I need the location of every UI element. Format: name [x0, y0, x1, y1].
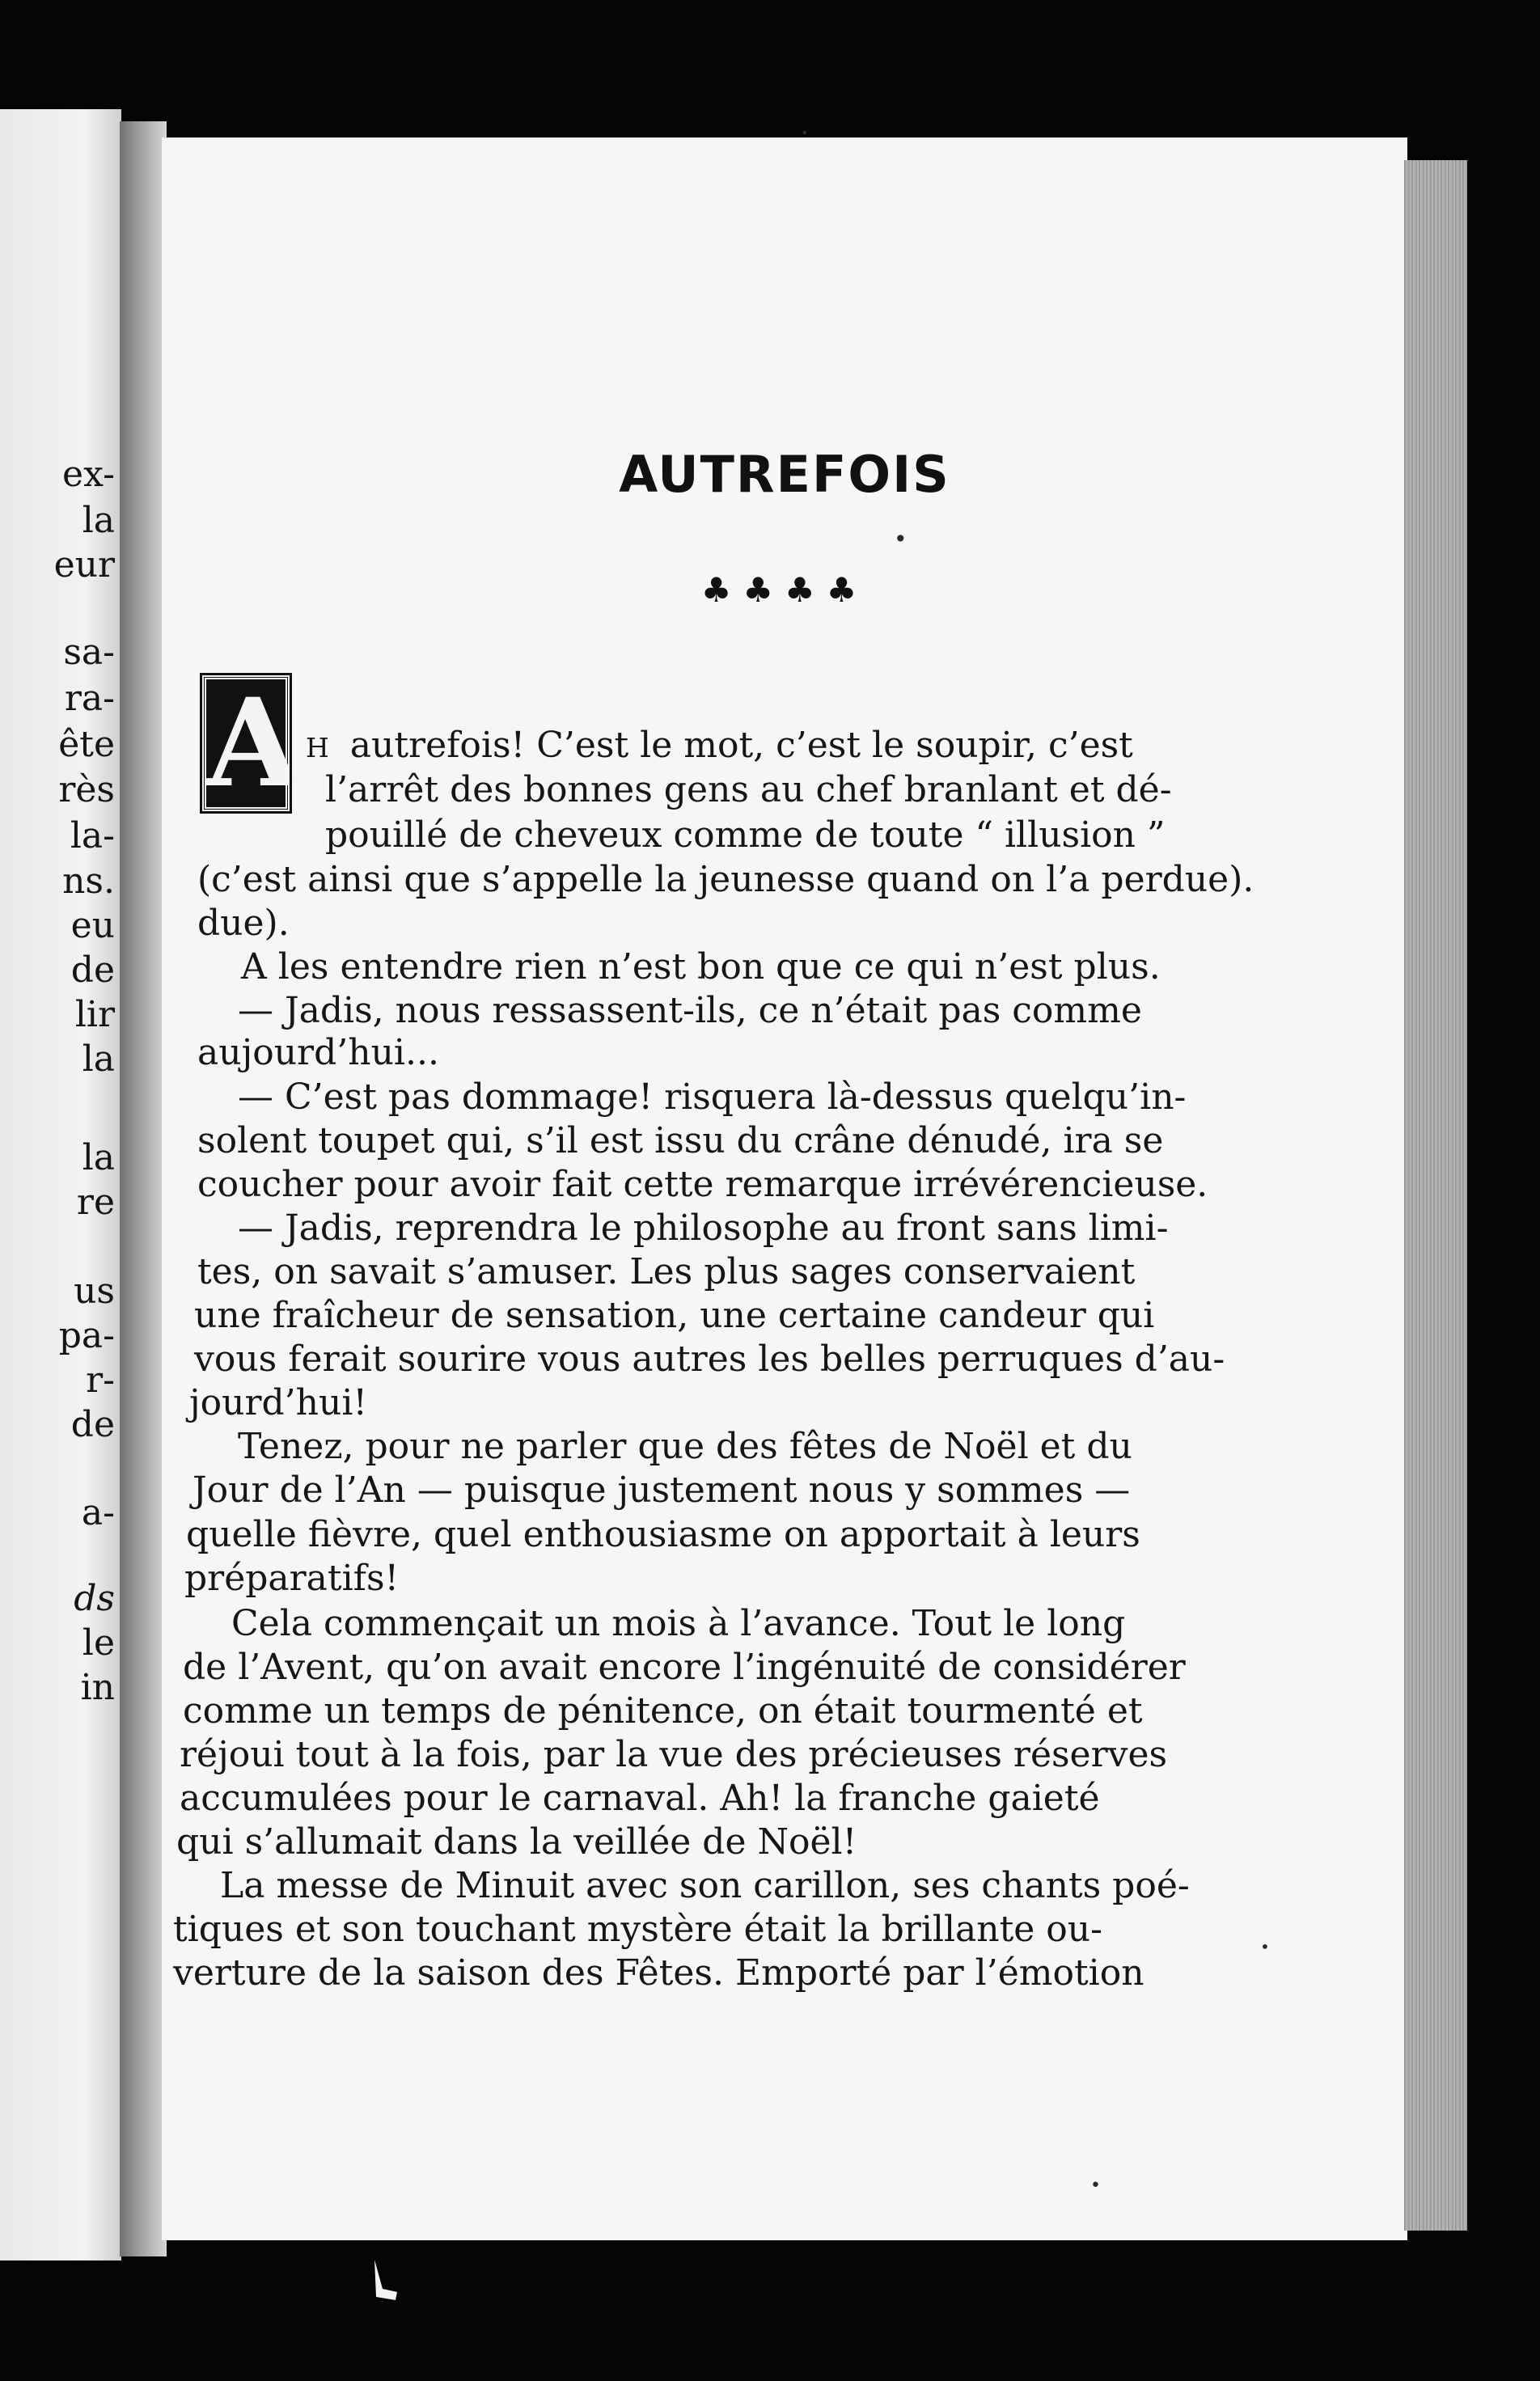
fragment: r-: [86, 1360, 115, 1401]
text-line: tes, on savait s’amuser. Les plus sages conservaient: [197, 1251, 1136, 1292]
fragment: lir: [74, 994, 115, 1035]
text-line: réjoui tout à la fois, par la vue des précieuses réserves: [180, 1734, 1168, 1775]
text-line-content: autrefois! C’est le mot, c’est le soupir, c’est: [349, 725, 1133, 766]
fragment: la: [82, 1038, 115, 1080]
speck: •: [894, 526, 908, 552]
facing-page-edge: [0, 109, 121, 2260]
fragment: a-: [81, 1492, 115, 1533]
text-line: Cela commençait un mois à l’avance. Tout le long: [231, 1603, 1126, 1644]
text-line: coucher pour avoir fait cette remarque irrévérencieuse.: [197, 1164, 1208, 1205]
ornamental-dropcap: A: [202, 675, 290, 811]
fragment: de: [70, 1404, 115, 1445]
text-line: une fraîcheur de sensation, une certaine candeur qui: [194, 1295, 1155, 1336]
book-gutter: [120, 121, 167, 2256]
smallcap-letter: H: [306, 732, 329, 763]
fragment: pa-: [58, 1315, 115, 1356]
fragment: sa-: [63, 632, 115, 673]
text-line: solent toupet qui, s’il est issu du crâne dénudé, ira se: [197, 1120, 1164, 1161]
fragment: la: [82, 500, 115, 541]
text-line: A les entendre rien n’est bon que ce qui n’est plus.: [241, 946, 1161, 988]
text-line: due).: [197, 903, 290, 944]
text-line: quelle fièvre, quel enthousiasme on apportait à leurs: [186, 1514, 1140, 1555]
fragment: in: [80, 1667, 115, 1708]
text-line: — C’est pas dommage! risquera là-dessus quelqu’in-: [238, 1076, 1187, 1118]
fragment: ra-: [64, 678, 115, 719]
text-line: de l’Avent, qu’on avait encore l’ingénuité de considérer: [183, 1647, 1186, 1688]
text-line: tiques et son touchant mystère était la brillante ou-: [173, 1909, 1103, 1950]
speck: •: [801, 125, 809, 141]
text-line: aujourd’hui...: [197, 1032, 439, 1073]
fragment: la: [82, 1137, 115, 1178]
text-line: préparatifs!: [184, 1558, 400, 1599]
fragment: le: [82, 1622, 115, 1664]
text-line: verture de la saison des Fêtes. Emporté par l’émotion: [173, 1952, 1144, 1994]
fragment: eur: [53, 544, 115, 586]
text-line: [306, 725, 1133, 766]
chapter-title: AUTREFOIS: [619, 445, 950, 504]
club-ornament: ♣♣♣♣: [700, 570, 869, 610]
fragment: rès: [58, 769, 115, 810]
text-line: — Jadis, reprendra le philosophe au front sans limi-: [238, 1207, 1169, 1249]
text-line: Tenez, pour ne parler que des fêtes de Noël et du: [238, 1426, 1132, 1467]
fragment: ns.: [62, 861, 115, 902]
fragment: ête: [58, 724, 115, 765]
text-line: vous ferait sourire vous autres les belles perruques d’au-: [194, 1339, 1225, 1380]
text-line: jourd’hui!: [189, 1382, 368, 1423]
text-line: La messe de Minuit avec son carillon, ses chants poé-: [220, 1865, 1190, 1906]
text-line: pouillé de cheveux comme de toute “ illusion ”: [325, 814, 1166, 856]
fragment: de: [70, 949, 115, 991]
fragment: ex-: [62, 454, 115, 495]
fragment: re: [76, 1182, 115, 1223]
text-line: Jour de l’An — puisque justement nous y sommes —: [192, 1470, 1131, 1511]
text-line: — Jadis, nous ressassent-ils, ce n’était pas comme: [238, 990, 1142, 1031]
speck: •: [1260, 1937, 1270, 1956]
text-line: l’arrêt des bonnes gens au chef branlant et dé-: [325, 769, 1172, 810]
page-block-edge: [1404, 160, 1467, 2231]
scanner-mark: [368, 2256, 402, 2305]
text-line: comme un temps de pénitence, on était tourmenté et: [183, 1690, 1143, 1732]
text-line: (c’est ainsi que s’appelle la jeunesse quand on l’a perdue).: [197, 859, 1254, 900]
text-line: qui s’allumait dans la veillée de Noël!: [176, 1821, 857, 1863]
text-line: accumulées pour le carnaval. Ah! la franche gaieté: [180, 1778, 1100, 1819]
speck: •: [1090, 2176, 1101, 2196]
fragment: la-: [70, 815, 115, 856]
fragment: us: [74, 1271, 115, 1312]
fragment: eu: [70, 905, 115, 946]
fragment: ds: [74, 1578, 115, 1619]
